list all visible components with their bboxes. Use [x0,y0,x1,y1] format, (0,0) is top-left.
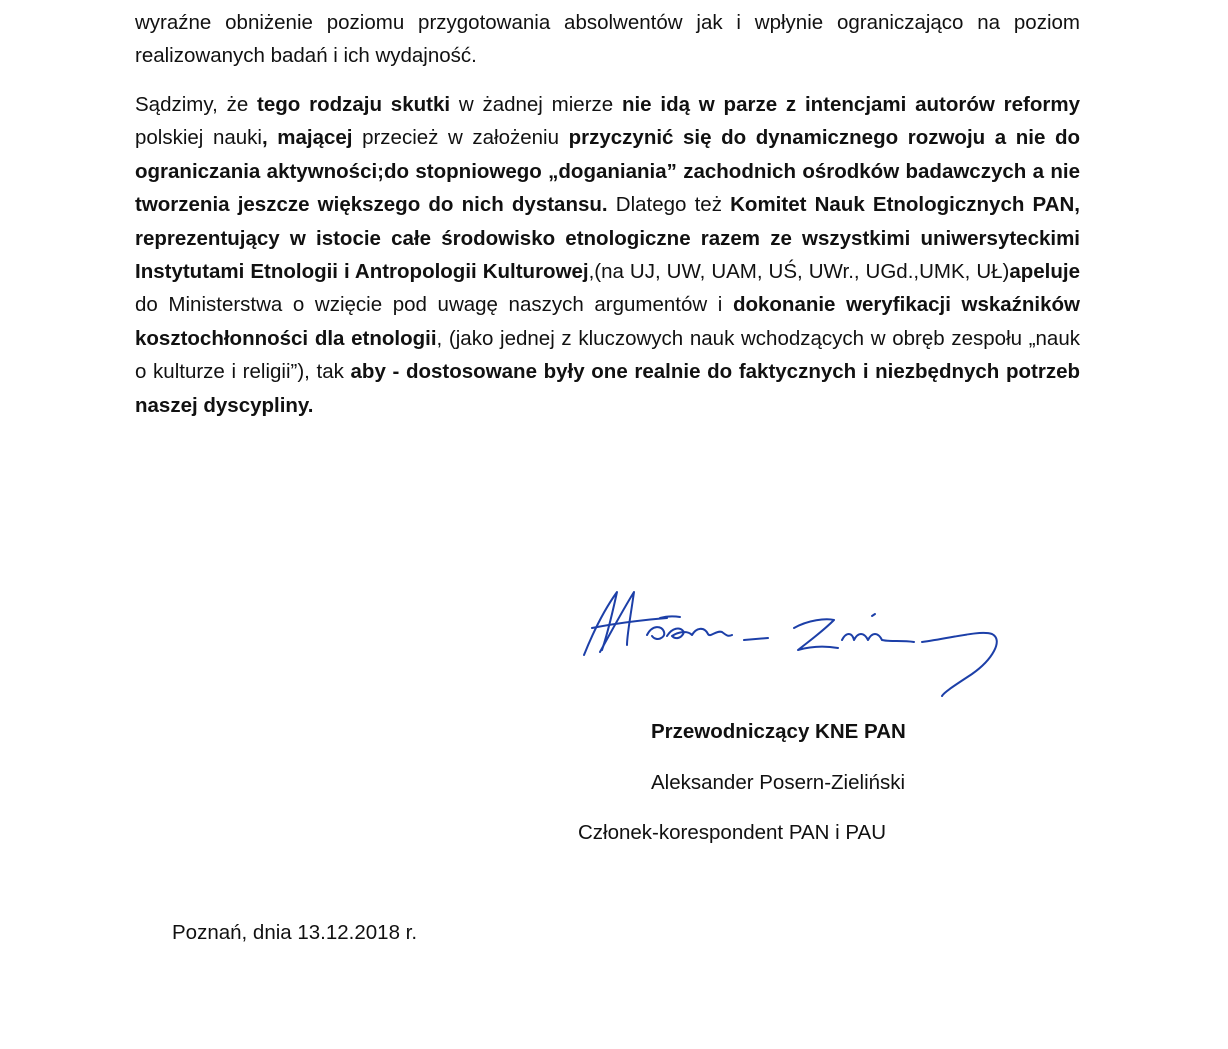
place-and-date: Poznań, dnia 13.12.2018 r. [172,921,418,944]
handwritten-signature [572,580,1022,700]
signatory-role: Członek-korespondent PAN i PAU [578,821,887,844]
p2-segment-4: nie idą w parze z intencjami autorów reformy [621,93,1080,116]
p2-segment-16: aby - dostosowane były one realnie do faktycznych i niezbędnych potrzeb naszej dyscypliny. [135,360,1080,417]
p2-segment-12: apeluje [1009,260,1080,284]
signatory-title: Przewodniczący KNE PAN [651,720,906,743]
p2-segment-6: , mającej [261,126,353,150]
p2-segment-5: polskiej nauki [135,126,262,150]
paragraph-1-text: wyraźne obniżenie poziomu przygotowania absolwentów jak i wpłynie ograniczająco na poziom realizowanych badań i ich wydajność. [135,11,1080,68]
paragraph-2 [135,88,1080,422]
signatory-name: Aleksander Posern-Zieliński [651,771,906,794]
p2-segment-10: Komitet Nauk Etnologicznych PAN, reprezentujący w istocie całe środowisko etnologiczne razem ze wszystkimi uniwersyteckimi Instytutami Etnologii i Antropologii Kulturowej [135,193,1080,284]
p2-segment-14: dokonanie weryfikacji wskaźników kosztochłonności dla etnologii [135,293,1080,350]
p2-segment-7: przecież w założeniu [352,126,569,150]
p2-segment-11: ,(na UJ, UW, UAM, UŚ, UWr., UGd.,UMK, UŁ) [588,260,1010,284]
paragraph-1 [135,6,1080,73]
p2-segment-8: przyczynić się do dynamicznego rozwoju a nie do ograniczania aktywności;do stopniowego „doganiania” zachodnich ośrodków badawczych a nie tworzenia jeszcze większego do nich dystansu. [135,126,1080,217]
p2-segment-1: Sądzimy, że [135,93,258,116]
p2-segment-9: Dlatego też [607,193,731,217]
p2-segment-2: tego rodzaju skutki [257,93,451,116]
p2-segment-3: w żadnej mierze [450,93,622,116]
p2-segment-13: do Ministerstwa o wzięcie pod uwagę naszych argumentów i [135,293,733,317]
p2-segment-15: , (jako jednej z kluczowych nauk wchodzących w obręb zespołu „nauk o kulturze i religii”), tak [135,326,1080,384]
